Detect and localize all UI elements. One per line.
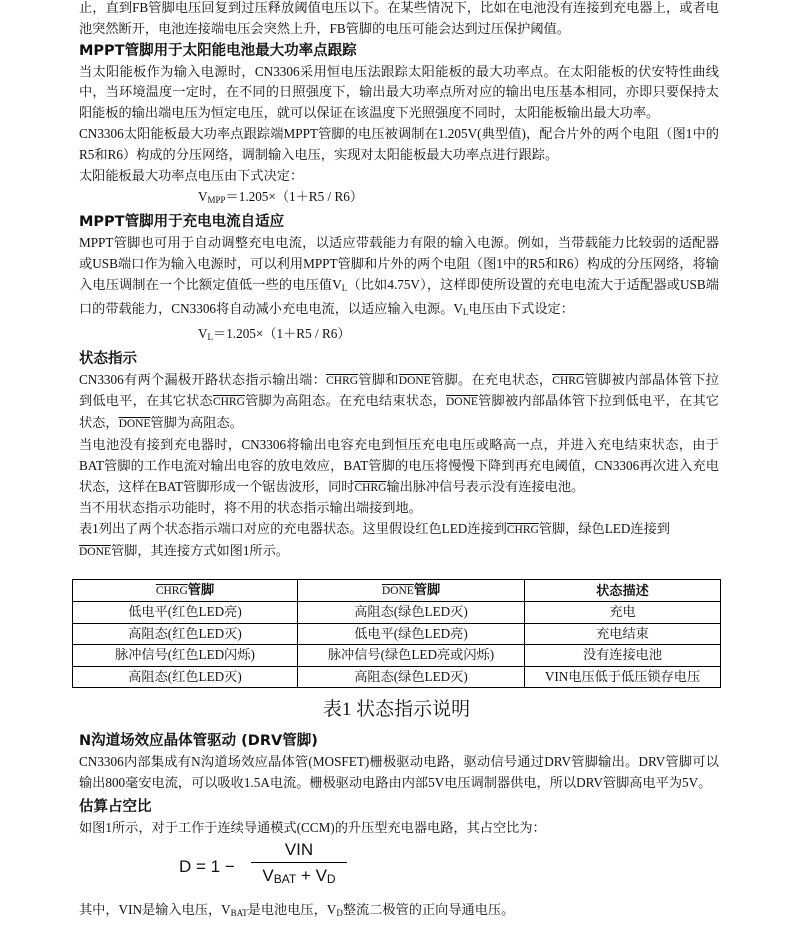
status-text: 管脚被内部晶体管下拉到低电平，在其它状态， [79,393,720,431]
chrg-pin: CHRG [212,396,245,409]
status-text: 表1列出了两个状态指示端口对应的充电器状态。这里假设红色LED连接到 [79,521,507,537]
footer-text: 整流二极管的正向导通电压。 [342,902,515,918]
table-cell: 充电 [525,602,721,624]
status-text: 管脚和 [358,371,399,387]
formula-vmpp-v: V [198,189,208,205]
drv-para: CN3306内部集成有N沟道场效应晶体管(MOSFET)栅极驱动电路，驱动信号通过DRV管脚输出。DRV管脚可以输出800毫安电流，可以吸收1.5A电流。栅极驱动电路由内部5V电压调制器供电，所以DRV管脚高电平为5V。 [79,754,719,790]
eq-den-sub: D [326,872,336,887]
table-cell: 脉冲信号(绿色LED亮或闪烁) [298,645,525,667]
status-text: 管脚。在充电状态， [430,371,553,387]
table-header-row [73,580,721,602]
done-pin: DONE [398,374,431,387]
current-para-c: 电压由下式设定： [468,300,574,316]
footer-text: 其中，VIN是输入电压，V [79,902,231,918]
lower-content [79,730,719,924]
status-text: CN3306有两个漏极开路状态指示输出端： [79,371,327,387]
done-pin: DONE [118,418,151,431]
duty-footer [79,900,719,924]
heading-drv: N沟道场效应晶体管驱动 (DRV管脚) [79,733,318,749]
eq-den-plus: + V [296,866,327,886]
chrg-pin: CHRG [326,374,359,387]
status-text: 管脚为高阻态。在充电结束状态， [244,393,446,409]
table-cell: 低电平(绿色LED亮) [298,623,525,645]
current-para-b: （比如4.75V），这样即使所设置的充电电流大于适配器或USB端口的带载能力，CN3306将自动减小充电电流，以适应输入电源。V [79,276,719,316]
table-caption: 表1 状态指示说明 [322,699,471,720]
table-cell: 没有连接电池 [525,645,721,667]
table-row [73,602,721,624]
table-cell: 高阻态(红色LED灭) [73,666,298,688]
footer-sub: D [336,908,343,919]
current-sub-l: L [341,282,348,293]
chrg-pin: CHRG [552,374,585,387]
col-header-done [298,580,525,602]
status-text: 管脚，其连接方式如图1所示。 [110,542,289,558]
eq-fraction [249,838,349,892]
table-cell: 低电平(红色LED亮) [73,602,298,624]
header-suffix: 管脚 [413,582,441,597]
eq-den-sub: BAT [273,872,297,887]
table-cell: 高阻态(绿色LED灭) [298,666,525,688]
formula-vl-sub: L [207,331,214,342]
status-text: 当电池没有接到充电器时，CN3306将输出电容充电到恒压充电电压或略高一点，并进入充电结束状态，由于BAT管脚的工作电流对输出电容的放电效应，BAT管脚的电压将慢慢下降到再充电阈值，CN3306再次进入充电状态，这样在BAT管脚形成一个锯齿波形，同时 [79,436,719,494]
status-text: 管脚被内部晶体管下拉到低电平，在其它状态 [79,371,719,409]
status-para-2 [79,435,719,498]
status-text: 管脚，绿色LED连接到 [538,521,670,537]
mppt-para-2: CN3306太阳能板最大功率点跟踪端MPPT管脚的电压被调制在1.205V(典型值)，配合片外的两个电阻（图1中的R5和R6）构成的分压网络，调制输入电压，实现对太阳能板最大功率点进行跟踪。 [79,125,719,162]
eq-denominator [249,863,349,892]
heading-mppt-current: MPPT管脚用于充电电流自适应 [79,214,285,231]
mppt-para-3: 太阳能板最大功率点电压由下式决定： [79,167,304,183]
heading-mppt-solar: MPPT管脚用于太阳能电池最大功率点跟踪 [79,42,357,59]
mppt-para-1: 当太阳能板作为输入电源时，CN3306采用恒电压法跟踪太阳能板的最大功率点。在太阳能板的伏安特性曲线中，当环境温度一定时，在不同的日照强度下，输出最大功率点所对应的输出电压基本相同，亦即只要保持太阳能板的输出端电压为恒定电压，就可以保证在该温度下光照强度不同时，太阳能板输出最大功率。 [79,63,719,121]
status-text: 输出脉冲信号表示没有连接电池。 [386,478,585,494]
current-para-a: MPPT管脚也可用于自动调整充电电流，以适应带载能力有限的输入电源。例如，当带载能力比较弱的适配器或USB端口作为输入电源时，可以利用MPPT管脚和片外的两个电阻（图1中的R5和R6）构成的分压网络，将输入电压调制在一个比额定值低一些的电压值V [79,235,719,292]
duty-equation [179,838,719,900]
table-cell: 充电结束 [525,623,721,645]
done-pin: DONE [381,585,414,597]
chrg-pin: CHRG [354,481,387,494]
header-suffix: 管脚 [187,582,215,597]
footer-text: 是电池电压，V [247,902,337,918]
status-table [72,579,721,688]
eq-den-v: V [262,866,274,886]
table-cell: 高阻态(红色LED灭) [73,623,298,645]
heading-status: 状态指示 [79,350,137,367]
current-para [79,233,719,322]
formula-vl-rest: ＝1.205×（1＋R5 / R6） [213,325,351,341]
formula-vmpp-rest: ＝1.205×（1＋R5 / R6） [225,189,364,205]
formula-vmpp [198,186,719,211]
table-row [73,645,721,667]
heading-duty: 估算占空比 [79,798,152,815]
top-paragraph: 止，直到FB管脚电压回复到过压释放阈值电压以下。在某些情况下，比如在电池没有连接到充电器上，或者电池突然断开，电池连接端电压会突然上升，FB管脚的电压可能会达到过压保护阈值。 [79,0,719,36]
eq-lhs: D = 1 − [179,857,235,877]
footer-sub: BAT [230,908,248,919]
current-sub-l2: L [462,306,469,317]
col-header-status: 状态描述 [525,580,721,602]
page-content [79,0,719,563]
done-pin: DONE [446,396,478,409]
status-para-4 [79,519,719,563]
chrg-pin: CHRG [155,585,188,597]
status-para-1 [79,370,719,435]
chrg-pin: CHRG [506,524,539,537]
done-pin: DONE [79,545,111,558]
table-row [73,623,721,645]
table-row [73,666,721,688]
eq-numerator: VIN [284,840,314,860]
formula-vl-v: V [198,325,208,341]
duty-para: 如图1所示，对于工作于连续导通模式(CCM)的升压型充电器电路，其占空比为： [79,819,546,835]
table-cell: 脉冲信号(红色LED闪烁) [73,645,298,667]
table-cell: VIN电压低于低压锁存电压 [525,666,721,688]
table-cell: 高阻态(绿色LED灭) [298,602,525,624]
status-text: 管脚为高阻态。 [150,415,243,431]
col-header-chrg [73,580,298,602]
formula-vmpp-sub: MPP [207,195,226,206]
status-para-3: 当不用状态指示功能时，将不用的状态指示输出端接到地。 [79,500,422,516]
formula-vl [198,323,719,348]
